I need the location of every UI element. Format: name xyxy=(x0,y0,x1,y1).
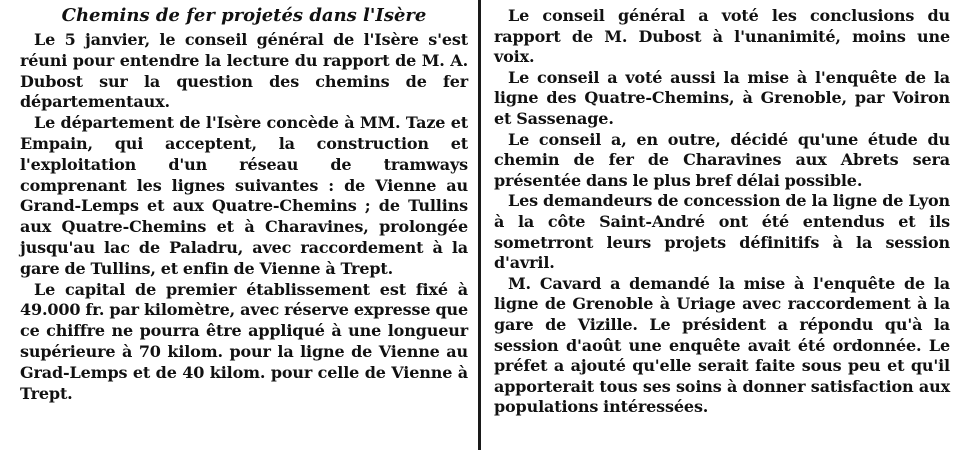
paragraph-enquete: Le conseil a voté aussi la mise à l'enquête de la ligne des Quatre-Chemins, à Grenoble, par Voiron et Sassenage. xyxy=(494,67,950,128)
paragraph-capital: Le capital de premier établissement est fixé à 49.000 fr. par kilomètre, avec réserve expresse que ce chiffre ne pourra être appliqué à une longueur supérieure à 70 kilom. pour la ligne de Vienne au Grad-Lemps et de 40 kilom. pour celle de Vienne à Trept. xyxy=(20,279,468,403)
left-column xyxy=(20,6,468,404)
article-title: Chemins de fer projetés dans l'Isère xyxy=(61,5,427,26)
paragraph-concession: Le département de l'Isère concède à MM. Taze et Empain, qui acceptent, la construction et l'exploitation d'un réseau de tramways comprenant les lignes suivantes : de Vienne au Grand-Lemps et aux Quatre-Chemins ; de Tullins aux Quatre-Chemins et à Charavines, prolongée jusqu'au lac de Paladru, avec raccordement à la gare de Tullins, et enfin de Vienne à Trept. xyxy=(20,113,468,278)
paragraph-vote: Le conseil général a voté les conclusions du rapport de M. Dubost à l'unanimité, moins une voix. xyxy=(494,6,950,67)
column-divider xyxy=(478,0,481,450)
right-column xyxy=(494,6,950,418)
paragraph-etude: Le conseil a, en outre, décidé qu'une étude du chemin de fer de Charavines aux Abrets sera présentée dans le plus bref délai possible. xyxy=(494,129,950,190)
paragraph-intro: Le 5 janvier, le conseil général de l'Isère s'est réuni pour entendre la lecture du rapport de M. A. Dubost sur la question des chemins de fer départementaux. xyxy=(20,30,468,112)
paragraph-cavard: M. Cavard a demandé la mise à l'enquête de la ligne de Grenoble à Uriage avec raccordement à la gare de Vizille. Le président a répondu qu'à la session d'août une enquête avait été ordonnée. Le préfet a ajouté qu'elle serait faite sous peu et qu'il apporterait tous ses soins à donner satisfaction aux populations intéressées. xyxy=(494,273,950,417)
paragraph-demandeurs: Les demandeurs de concession de la ligne de Lyon à la côte Saint-André ont été entendus et ils sometrront leurs projets définitifs à la session d'avril. xyxy=(494,191,950,273)
